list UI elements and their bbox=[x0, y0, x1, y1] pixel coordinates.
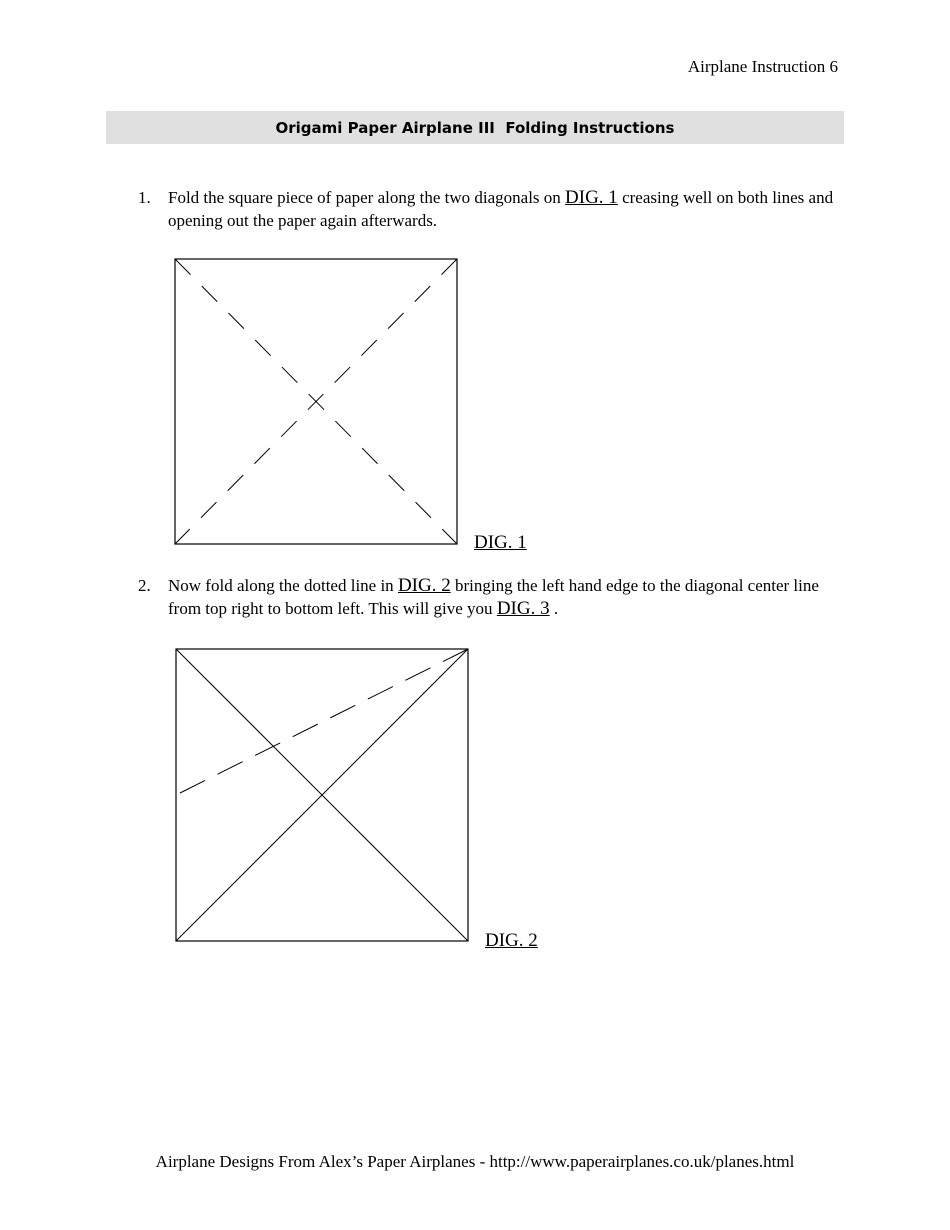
step-1 bbox=[138, 186, 838, 232]
step-text: Fold the square piece of paper along the two diagonals on DIG. 1 creasing well on both lines and opening out the paper again afterwards. bbox=[168, 187, 834, 230]
page-title: Origami Paper Airplane III Folding Instructions bbox=[106, 111, 844, 144]
diagram-reference: DIG. 2 bbox=[397, 575, 451, 596]
diagram-2 bbox=[175, 648, 469, 942]
step-number: 1. bbox=[138, 188, 151, 207]
page-label: Airplane Instruction 6 bbox=[687, 57, 838, 76]
diagram-reference: DIG. 1 bbox=[565, 187, 618, 208]
step-number: 2. bbox=[138, 576, 151, 595]
diagram-1 bbox=[174, 258, 458, 545]
diagram-2-caption: DIG. 2 bbox=[485, 930, 538, 951]
step-2 bbox=[138, 574, 838, 620]
dotted-fold-line bbox=[176, 649, 468, 795]
diagram-1-caption: DIG. 1 bbox=[474, 532, 527, 553]
step-text: Now fold along the dotted line in DIG. 2 bringing the left hand edge to the diagonal center line from top right to bottom left. This will give you DIG. 3 . bbox=[168, 575, 819, 619]
footer: Airplane Designs From Alex’s Paper Airplanes - http://www.paperairplanes.co.uk/planes.html bbox=[155, 1152, 795, 1171]
diagram-reference: DIG. 3 bbox=[496, 598, 550, 619]
